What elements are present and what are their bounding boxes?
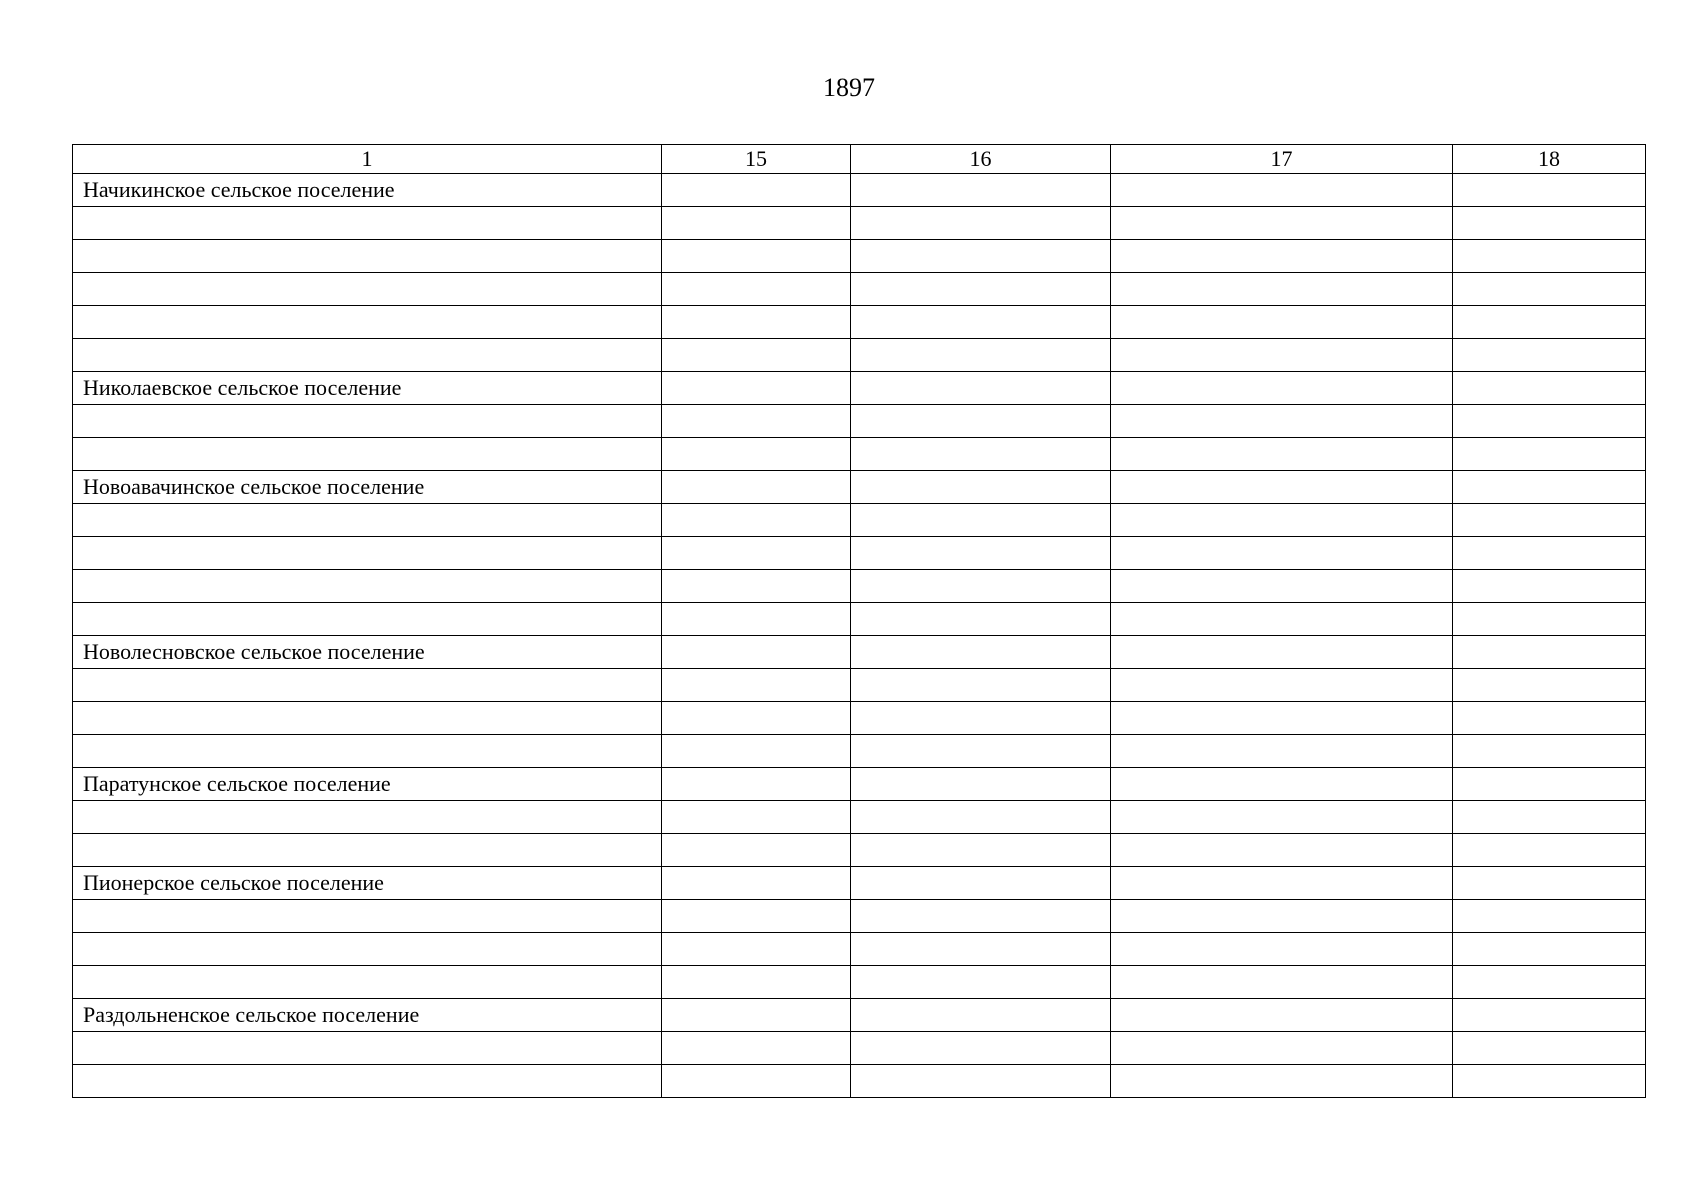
data-cell	[1111, 834, 1453, 867]
data-cell	[851, 603, 1111, 636]
data-cell	[662, 273, 851, 306]
row-label-cell	[73, 735, 662, 768]
data-cell	[662, 1032, 851, 1065]
row-label-cell	[73, 669, 662, 702]
data-cell	[1111, 900, 1453, 933]
row-label-cell	[73, 900, 662, 933]
data-cell	[1111, 1032, 1453, 1065]
row-label-cell: Новолесновское сельское поселение	[73, 636, 662, 669]
row-label-cell	[73, 273, 662, 306]
row-label-cell	[73, 1065, 662, 1098]
data-cell	[662, 999, 851, 1032]
data-cell	[851, 570, 1111, 603]
data-cell	[662, 339, 851, 372]
data-cell	[662, 735, 851, 768]
data-cell	[1453, 834, 1646, 867]
table-row	[73, 669, 1646, 702]
row-label-cell	[73, 240, 662, 273]
data-cell	[851, 801, 1111, 834]
table-row	[73, 735, 1646, 768]
row-label-cell: Раздольненское сельское поселение	[73, 999, 662, 1032]
data-cell	[1453, 438, 1646, 471]
table-row	[73, 339, 1646, 372]
data-cell	[851, 240, 1111, 273]
data-cell	[1453, 207, 1646, 240]
table-row	[73, 867, 1646, 900]
data-cell	[1453, 999, 1646, 1032]
table-row	[73, 801, 1646, 834]
row-label-cell	[73, 405, 662, 438]
data-table	[72, 144, 1646, 1098]
data-cell	[851, 504, 1111, 537]
data-cell	[662, 834, 851, 867]
row-label-cell	[73, 933, 662, 966]
table-row	[73, 306, 1646, 339]
table-row	[73, 1032, 1646, 1065]
data-cell	[1453, 801, 1646, 834]
table-row	[73, 966, 1646, 999]
row-label-cell	[73, 702, 662, 735]
data-cell	[1111, 669, 1453, 702]
data-cell	[662, 240, 851, 273]
data-cell	[851, 537, 1111, 570]
data-cell	[1111, 240, 1453, 273]
table-body	[73, 174, 1646, 1098]
data-cell	[662, 669, 851, 702]
data-cell	[1111, 999, 1453, 1032]
data-cell	[1111, 438, 1453, 471]
data-cell	[1111, 207, 1453, 240]
table-row	[73, 570, 1646, 603]
data-cell	[1111, 306, 1453, 339]
row-label-cell: Новоавачинское сельское поселение	[73, 471, 662, 504]
data-cell	[1453, 768, 1646, 801]
table-row	[73, 405, 1646, 438]
page-number: 1897	[823, 73, 875, 102]
row-label-cell: Начикинское сельское поселение	[73, 174, 662, 207]
data-cell	[851, 834, 1111, 867]
data-cell	[662, 504, 851, 537]
data-cell	[851, 273, 1111, 306]
data-cell	[1111, 735, 1453, 768]
data-cell	[1453, 603, 1646, 636]
row-label-cell	[73, 966, 662, 999]
data-cell	[1453, 306, 1646, 339]
data-cell	[1453, 933, 1646, 966]
column-header-0: 1	[73, 145, 662, 174]
data-cell	[1453, 471, 1646, 504]
data-cell	[662, 933, 851, 966]
data-cell	[851, 735, 1111, 768]
table-row	[73, 240, 1646, 273]
data-cell	[1111, 174, 1453, 207]
table-row	[73, 273, 1646, 306]
row-label-cell	[73, 438, 662, 471]
data-cell	[851, 867, 1111, 900]
data-cell	[851, 174, 1111, 207]
table-row	[73, 1065, 1646, 1098]
data-cell	[1111, 537, 1453, 570]
table-row	[73, 900, 1646, 933]
data-cell	[1111, 966, 1453, 999]
data-cell	[1111, 339, 1453, 372]
row-label-cell: Пионерское сельское поселение	[73, 867, 662, 900]
data-cell	[1453, 1065, 1646, 1098]
data-cell	[1453, 240, 1646, 273]
row-label-cell	[73, 603, 662, 636]
data-cell	[851, 636, 1111, 669]
data-cell	[662, 702, 851, 735]
row-label-cell	[73, 504, 662, 537]
data-cell	[1111, 1065, 1453, 1098]
data-cell	[662, 636, 851, 669]
data-cell	[851, 1065, 1111, 1098]
data-cell	[1111, 273, 1453, 306]
row-label-cell	[73, 306, 662, 339]
table-row	[73, 768, 1646, 801]
data-cell	[851, 933, 1111, 966]
row-label-cell	[73, 207, 662, 240]
table-row	[73, 834, 1646, 867]
data-cell	[1453, 735, 1646, 768]
data-cell	[851, 372, 1111, 405]
data-cell	[1453, 339, 1646, 372]
table-row	[73, 504, 1646, 537]
data-cell	[851, 207, 1111, 240]
data-cell	[1453, 900, 1646, 933]
data-cell	[662, 570, 851, 603]
data-cell	[851, 471, 1111, 504]
table-row	[73, 438, 1646, 471]
data-cell	[1453, 372, 1646, 405]
data-cell	[851, 966, 1111, 999]
data-cell	[1453, 273, 1646, 306]
data-cell	[1453, 636, 1646, 669]
data-cell	[1111, 636, 1453, 669]
data-cell	[1111, 372, 1453, 405]
data-cell	[1111, 867, 1453, 900]
data-cell	[662, 471, 851, 504]
data-cell	[1453, 702, 1646, 735]
data-cell	[662, 537, 851, 570]
data-cell	[851, 900, 1111, 933]
table-row	[73, 933, 1646, 966]
column-header-1: 15	[662, 145, 851, 174]
data-cell	[851, 339, 1111, 372]
data-cell	[662, 174, 851, 207]
data-cell	[851, 438, 1111, 471]
table-row	[73, 702, 1646, 735]
row-label-cell: Николаевское сельское поселение	[73, 372, 662, 405]
column-header-2: 16	[851, 145, 1111, 174]
row-label-cell	[73, 834, 662, 867]
table-row	[73, 372, 1646, 405]
table-row	[73, 636, 1646, 669]
data-cell	[662, 207, 851, 240]
data-cell	[1453, 966, 1646, 999]
data-cell	[1453, 669, 1646, 702]
row-label-cell	[73, 570, 662, 603]
data-cell	[662, 372, 851, 405]
row-label-cell	[73, 1032, 662, 1065]
data-cell	[662, 768, 851, 801]
table-row	[73, 603, 1646, 636]
table-row	[73, 537, 1646, 570]
data-cell	[1111, 471, 1453, 504]
data-cell	[851, 405, 1111, 438]
row-label-cell	[73, 801, 662, 834]
data-cell	[1111, 702, 1453, 735]
table-row	[73, 207, 1646, 240]
data-cell	[851, 768, 1111, 801]
data-cell	[851, 999, 1111, 1032]
data-cell	[662, 1065, 851, 1098]
data-cell	[1111, 801, 1453, 834]
row-label-cell: Паратунское сельское поселение	[73, 768, 662, 801]
data-cell	[662, 405, 851, 438]
data-cell	[1111, 504, 1453, 537]
data-cell	[1111, 768, 1453, 801]
table-header	[73, 145, 1646, 174]
data-cell	[1453, 867, 1646, 900]
data-cell	[1111, 405, 1453, 438]
data-cell	[851, 306, 1111, 339]
data-cell	[851, 669, 1111, 702]
row-label-cell	[73, 537, 662, 570]
row-label-cell	[73, 339, 662, 372]
data-cell	[662, 438, 851, 471]
data-cell	[1111, 933, 1453, 966]
data-cell	[851, 1032, 1111, 1065]
data-cell	[1453, 405, 1646, 438]
column-header-4: 18	[1453, 145, 1646, 174]
data-cell	[851, 702, 1111, 735]
data-cell	[1453, 1032, 1646, 1065]
column-header-3: 17	[1111, 145, 1453, 174]
data-cell	[662, 603, 851, 636]
data-cell	[662, 867, 851, 900]
data-cell	[1111, 603, 1453, 636]
data-cell	[1453, 570, 1646, 603]
data-cell	[1453, 504, 1646, 537]
data-cell	[662, 966, 851, 999]
table-row	[73, 174, 1646, 207]
table-row	[73, 999, 1646, 1032]
data-cell	[1453, 537, 1646, 570]
data-cell	[662, 900, 851, 933]
data-cell	[662, 801, 851, 834]
data-cell	[1453, 174, 1646, 207]
data-cell	[662, 306, 851, 339]
table-row	[73, 471, 1646, 504]
header-row	[73, 145, 1646, 174]
data-cell	[1111, 570, 1453, 603]
